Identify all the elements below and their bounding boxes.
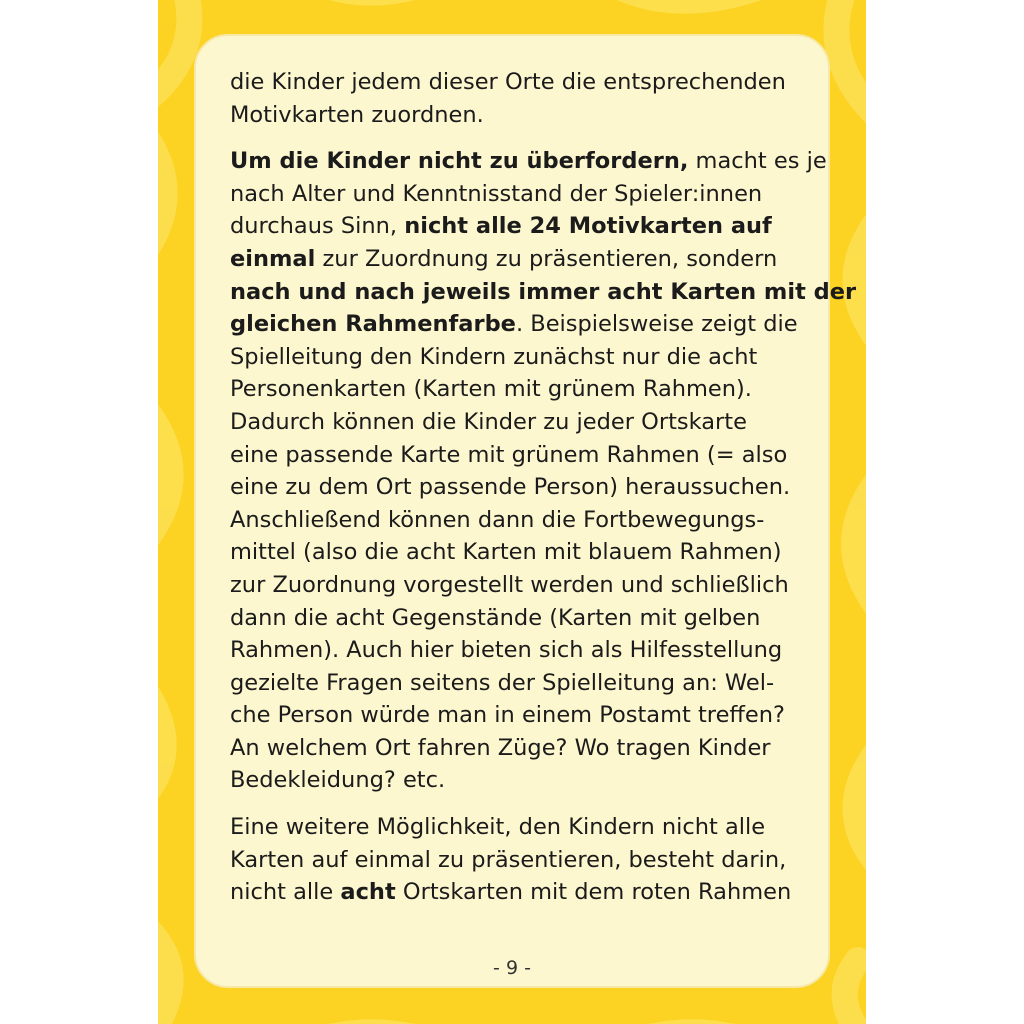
text-line	[230, 844, 820, 877]
page-background	[158, 0, 866, 1024]
bold-text-run: acht	[340, 879, 396, 906]
bold-text-run: einmal	[230, 245, 316, 272]
text-run: Ortskarten mit dem roten Rahmen	[395, 879, 792, 906]
text-run: eine passende Karte mit grünem Rahmen (= also	[230, 441, 788, 468]
bold-text-run: nicht alle 24 Motivkarten auf	[404, 213, 772, 240]
text-run: zur Zuordnung zu präsentieren, sondern	[315, 245, 778, 272]
paragraph	[230, 145, 857, 797]
text-run: Spielleitung den Kindern zunächst nur die acht	[230, 343, 758, 370]
body-text	[230, 66, 857, 923]
text-line	[230, 634, 820, 667]
text-line	[230, 764, 820, 797]
text-line	[230, 699, 820, 732]
text-line	[230, 536, 820, 569]
text-run: Eine weitere Möglichkeit, den Kindern nicht alle	[230, 814, 766, 841]
text-run: Personenkarten (Karten mit grünem Rahmen).	[230, 376, 752, 403]
bold-text-run: Um die Kinder nicht zu überfordern,	[230, 148, 689, 175]
text-line	[230, 373, 820, 406]
text-line	[230, 406, 820, 439]
text-run: mittel (also die acht Karten mit blauem Rahmen)	[230, 539, 782, 566]
text-line	[230, 811, 820, 844]
text-line	[230, 145, 827, 178]
text-run: gezielte Fragen seitens der Spielleitung an: Wel-	[230, 669, 775, 696]
text-line	[230, 243, 820, 276]
text-line	[230, 504, 820, 537]
text-line	[230, 66, 820, 99]
text-line	[230, 308, 820, 341]
text-line	[230, 99, 820, 132]
text-line	[230, 178, 820, 211]
text-run: . Beispielsweise zeigt die	[515, 311, 798, 338]
text-run: nach Alter und Kenntnisstand der Spieler:innen	[230, 180, 763, 207]
text-run: An welchem Ort fahren Züge? Wo tragen Kinder	[230, 734, 771, 761]
text-line	[230, 876, 820, 909]
page-number: - 9 -	[493, 957, 531, 979]
text-run: Bedekleidung? etc.	[230, 767, 446, 794]
text-line	[230, 341, 820, 374]
text-line	[230, 602, 820, 635]
text-run: Dadurch können die Kinder zu jeder Ortskarte	[230, 408, 747, 435]
paragraph	[230, 811, 820, 909]
text-line	[230, 569, 820, 602]
text-line	[230, 667, 820, 700]
bold-text-run: nach und nach jeweils immer acht Karten mit der	[230, 278, 857, 305]
text-run: Karten auf einmal zu präsentieren, besteht darin,	[230, 846, 787, 873]
text-line	[230, 732, 820, 765]
text-run: durchaus Sinn,	[230, 213, 405, 240]
text-run: Anschließend können dann die Fortbewegungs-	[230, 506, 765, 533]
text-run: Motivkarten zuordnen.	[230, 101, 484, 128]
text-run: Rahmen). Auch hier bieten sich als Hilfesstellung	[230, 637, 783, 664]
text-line	[230, 276, 857, 309]
text-run: zur Zuordnung vorgestellt werden und schließlich	[230, 571, 789, 598]
text-run: macht es je	[688, 148, 827, 175]
text-line	[230, 471, 820, 504]
text-line	[230, 210, 820, 243]
text-run: die Kinder jedem dieser Orte die entsprechenden	[230, 69, 786, 95]
text-run: che Person würde man in einem Postamt treffen?	[230, 702, 785, 729]
text-line	[230, 439, 820, 472]
text-run: eine zu dem Ort passende Person) heraussuchen.	[230, 474, 791, 501]
paragraph	[230, 66, 820, 131]
text-run: dann die acht Gegenstände (Karten mit gelben	[230, 604, 761, 631]
bold-text-run: gleichen Rahmenfarbe	[230, 311, 516, 338]
text-run: nicht alle	[230, 879, 341, 906]
